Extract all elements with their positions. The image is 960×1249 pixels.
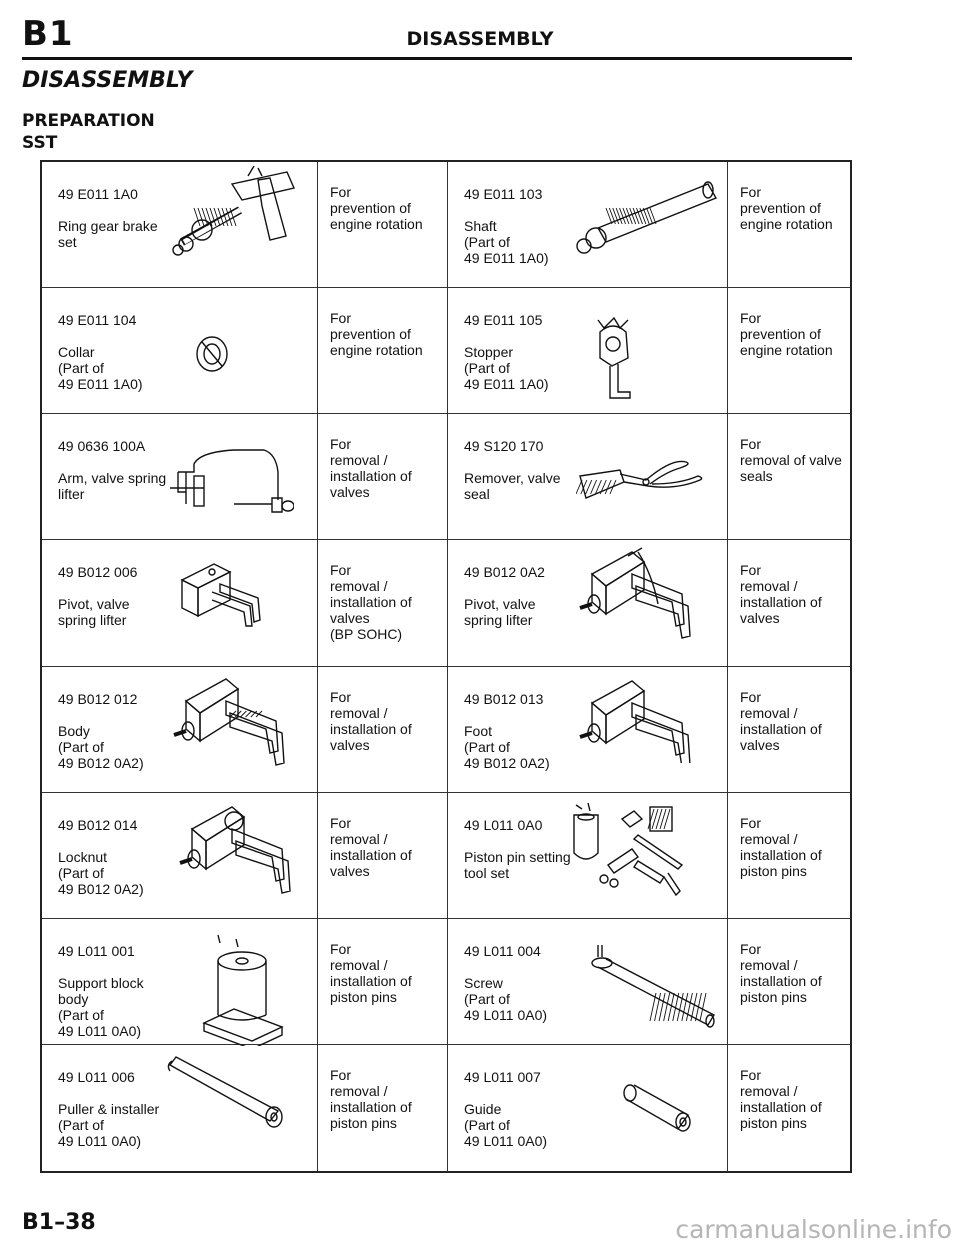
tool-part-number: 49 S120 170 — [464, 438, 544, 455]
tool-name: Pivot, valve spring lifter — [58, 596, 130, 629]
tool-cell — [448, 540, 728, 666]
tool-cell — [448, 667, 728, 793]
usage-cell — [728, 919, 850, 1045]
tool-part-number: 49 B012 012 — [58, 690, 138, 707]
usage-cell — [728, 793, 850, 919]
tool-cell — [42, 919, 318, 1045]
tool-part-number: 49 E011 104 — [58, 312, 137, 329]
usage-cell — [728, 414, 850, 540]
usage-cell — [318, 414, 448, 540]
tool-cell — [42, 667, 318, 793]
tool-usage: For removal / installation of piston pins — [740, 814, 822, 879]
tool-cell — [448, 288, 728, 414]
usage-cell — [728, 540, 850, 666]
tool-cell — [42, 162, 318, 288]
tool-cell — [448, 919, 728, 1045]
tool-part-number: 49 L011 001 — [58, 942, 135, 959]
tool-part-number: 49 B012 013 — [464, 690, 544, 707]
tool-name: Pivot, valve spring lifter — [464, 596, 536, 629]
usage-cell — [318, 288, 448, 414]
tool-name: Ring gear brake set — [58, 218, 158, 250]
header-rule — [22, 57, 852, 60]
tool-usage: For removal / installation of piston pins — [740, 940, 822, 1005]
usage-cell — [318, 667, 448, 793]
usage-cell — [318, 162, 448, 288]
tool-usage: For removal / installation of valves (BP SOHC) — [330, 562, 412, 643]
tool-name: Body (Part of 49 B012 0A2) — [58, 722, 144, 771]
usage-cell — [728, 288, 850, 414]
tool-name: Locknut (Part of 49 B012 0A2) — [58, 848, 144, 897]
tool-text — [58, 691, 144, 771]
pivot-body-icon — [166, 671, 291, 766]
tool-name: Foot (Part of 49 B012 0A2) — [464, 722, 550, 771]
page-number: B1–38 — [22, 1210, 96, 1235]
tool-name: Shaft (Part of 49 E011 1A0) — [464, 218, 549, 266]
usage-cell — [318, 540, 448, 666]
usage-cell — [728, 162, 850, 288]
tool-name: Puller & installer (Part of 49 L011 0A0) — [58, 1100, 160, 1149]
tool-cell — [42, 288, 318, 414]
tool-text — [464, 186, 549, 266]
tool-cell — [42, 1045, 318, 1171]
sst-table — [40, 160, 852, 1173]
tool-name: Piston pin setting tool set — [464, 848, 571, 881]
shaft-icon — [558, 172, 728, 257]
tool-part-number: 49 B012 006 — [58, 564, 138, 581]
usage-cell — [318, 919, 448, 1045]
collar-icon — [192, 332, 232, 374]
piston-pin-tool-set-icon — [568, 799, 698, 899]
tool-part-number: 49 L011 004 — [464, 942, 541, 959]
tool-name: Arm, valve spring lifter — [58, 470, 167, 503]
tool-usage: For removal / installation of valves — [740, 562, 822, 627]
tool-part-number: 49 E011 1A0 — [58, 186, 138, 202]
tool-usage: For prevention of engine rotation — [740, 184, 833, 232]
tool-usage: For removal / installation of valves — [330, 814, 412, 879]
tool-text — [58, 186, 158, 250]
tool-usage: For prevention of engine rotation — [330, 310, 423, 359]
tool-name: Support block body (Part of 49 L011 0A0) — [58, 974, 144, 1039]
header-title: DISASSEMBLY — [406, 28, 554, 50]
pivot-locknut-icon — [172, 799, 307, 894]
tool-cell — [42, 540, 318, 666]
tool-part-number: 49 B012 0A2 — [464, 564, 545, 581]
tool-usage: For removal of valve seals — [740, 436, 842, 485]
tool-part-number: 49 B012 014 — [58, 816, 138, 833]
tool-name: Collar (Part of 49 E011 1A0) — [58, 344, 143, 393]
tool-cell — [448, 793, 728, 919]
tool-usage: For removal / installation of valves — [740, 688, 822, 753]
tool-text — [58, 817, 144, 897]
usage-cell — [728, 667, 850, 793]
valve-spring-arm-icon — [164, 442, 294, 522]
tool-text — [464, 1069, 547, 1149]
tool-text — [464, 438, 560, 502]
tool-part-number: 49 0636 100A — [58, 438, 146, 455]
tool-usage: For removal / installation of piston pins — [740, 1066, 822, 1131]
tool-part-number: 49 E011 103 — [464, 186, 543, 202]
tool-cell — [448, 414, 728, 540]
tool-text — [58, 943, 144, 1039]
tool-usage: For removal / installation of valves — [330, 436, 412, 501]
section-code: B1 — [22, 14, 74, 54]
tool-part-number: 49 L011 006 — [58, 1068, 135, 1085]
tool-text — [464, 564, 545, 628]
tool-cell — [448, 162, 728, 288]
guide-icon — [618, 1081, 698, 1136]
tool-name: Guide (Part of 49 L011 0A0) — [464, 1100, 548, 1149]
tool-name: Remover, valve seal — [464, 470, 561, 503]
tool-text — [464, 691, 550, 771]
usage-cell — [728, 1045, 850, 1171]
tool-text — [464, 817, 571, 881]
ring-gear-brake-icon — [162, 166, 312, 261]
tool-usage: For removal / installation of piston pins — [330, 1066, 412, 1131]
tool-usage: For removal / installation of valves — [330, 688, 412, 753]
tool-usage: For prevention of engine rotation — [740, 310, 833, 359]
tool-usage: For prevention of engine rotation — [330, 184, 423, 232]
tool-part-number: 49 L011 0A0 — [464, 816, 543, 833]
preparation-heading — [22, 110, 155, 154]
section-title: DISASSEMBLY — [22, 68, 193, 93]
tool-cell — [448, 1045, 728, 1171]
tool-text — [464, 312, 549, 392]
usage-cell — [318, 793, 448, 919]
tool-text — [464, 943, 547, 1023]
usage-cell — [318, 1045, 448, 1171]
pivot-assembly-icon — [572, 544, 697, 654]
pliers-icon — [576, 450, 706, 510]
preparation-label: PREPARATION — [22, 111, 155, 131]
tool-name: Screw (Part of 49 L011 0A0) — [464, 974, 548, 1023]
watermark: carmanualsonline.info — [675, 1215, 952, 1244]
tool-cell — [42, 414, 318, 540]
sst-label: SST — [22, 133, 58, 153]
pivot-icon — [172, 558, 272, 628]
tool-name: Stopper (Part of 49 E011 1A0) — [464, 344, 549, 393]
pivot-foot-icon — [572, 673, 697, 763]
support-block-icon — [198, 931, 288, 1046]
tool-text — [58, 438, 166, 502]
screw-icon — [588, 941, 723, 1041]
puller-installer-icon — [162, 1055, 292, 1135]
tool-part-number: 49 L011 007 — [464, 1068, 541, 1085]
tool-text — [58, 564, 137, 628]
stopper-icon — [588, 314, 638, 406]
tool-usage: For removal / installation of piston pins — [330, 940, 412, 1005]
tool-part-number: 49 E011 105 — [464, 312, 543, 329]
tool-text — [58, 1069, 159, 1149]
tool-cell — [42, 793, 318, 919]
tool-text — [58, 312, 143, 392]
